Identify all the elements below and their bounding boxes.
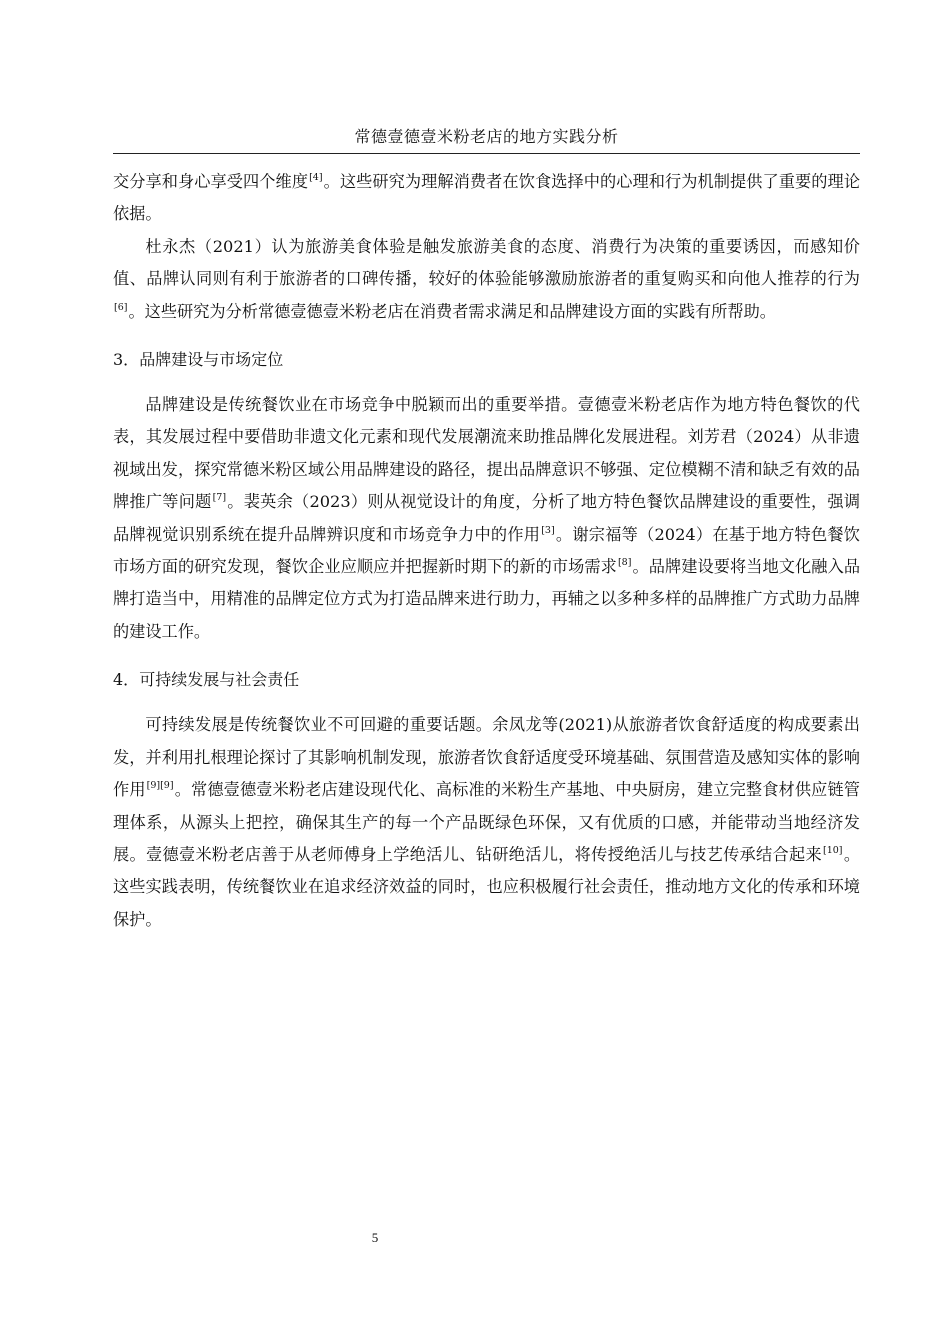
paragraph-text: 。这些研究为分析常德壹德壹米粉老店在消费者需求满足和品牌建设方面的实践有所帮助。 [128,301,776,321]
running-header-title: 常德壹德壹米粉老店的地方实践分析 [113,124,860,154]
paragraph-text: 。这些研究为理解消费者在饮食选择中的心理和行为机制提供了重要的理论依据。 [113,172,861,224]
paragraph-text: 。常德壹德壹米粉老店建设现代化、高标准的米粉生产基地、中央厨房，建立完整食材供应链管理体系，从源头上把控，确保其生产的每一个产品既绿色环保，又有优质的口感，并能带动当地经济发展。壹德壹米粉老店善于从老师傅身上学绝活儿、钻研绝活儿，将传授绝活儿与技艺传承结合起来 [113,780,860,864]
section-heading-sustainability [113,665,860,695]
document-body [113,166,860,936]
paragraph-text: 。这些实践表明，传统餐饮业在追求经济效益的同时，也应积极履行社会责任，推动地方文化的传承和环境保护。 [113,844,861,929]
paragraph-text: 。裴英余（2023）则从视觉设计的角度，分析了地方特色餐饮品牌建设的重要性，强调品牌视觉识别系统在提升品牌辨识度和市场竞争力中的作用 [113,492,861,544]
paragraph-continued [113,166,860,231]
paragraph-text: 品牌建设是传统餐饮业在市场竞争中脱颖而出的重要举措。壹德壹米粉老店作为地方特色餐饮的代表，其发展过程中要借助非遗文化元素和现代发展潮流来助推品牌化发展进程。刘芳君（2024）从非遗视域出发，探究常德米粉区域公用品牌建设的路径，提出品牌意识不够强、定位模糊不清和缺乏有效的品牌推广等问题 [113,395,860,512]
citation-ref: [6] [114,301,128,313]
section-title: 可持续发展与社会责任 [139,670,300,690]
paragraph-text: 可持续发展是传统餐饮业不可回避的重要话题。余凤龙等(2021)从旅游者饮食舒适度的构成要素出发，并利用扎根理论探讨了其影响机制发现，旅游者饮食舒适度受环境基础、氛围营造及感知实体的影响作用 [113,715,860,800]
paragraph-brand-building [113,389,860,648]
section-number: 3． [113,350,140,370]
citation-ref: [8] [617,557,632,569]
paragraph-text: 交分享和身心享受四个维度 [113,172,309,191]
paragraph-du-yongjie [113,231,860,328]
paragraph-text: 杜永杰（2021）认为旅游美食体验是触发旅游美食的态度、消费行为决策的重要诱因，而感知价值、品牌认同则有利于旅游者的口碑传播，较好的体验能够激励旅游者的重复购买和向他人推荐的行为 [113,236,860,289]
citation-ref: [7] [212,492,227,504]
section-heading-brand [113,345,860,375]
section-title: 品牌建设与市场定位 [139,350,284,370]
citation-ref: [9][9] [146,780,174,792]
paragraph-sustainability [113,709,860,936]
citation-ref: [3] [541,524,555,536]
section-number: 4． [113,670,140,690]
citation-ref: [10] [823,844,843,856]
citation-ref: [4] [309,172,323,183]
paragraph-text: 。谢宗福等（2024）在基于地方特色餐饮市场方面的研究发现，餐饮企业应顺应并把握新时期下的新的市场需求 [113,524,860,577]
paragraph-text: 。品牌建设要将当地文化融入品牌打造当中，用精准的品牌定位方式为打造品牌来进行助力，再辅之以多种多样的品牌推广方式助力品牌的建设工作。 [113,557,861,641]
page-number: 5 [371,1230,379,1245]
